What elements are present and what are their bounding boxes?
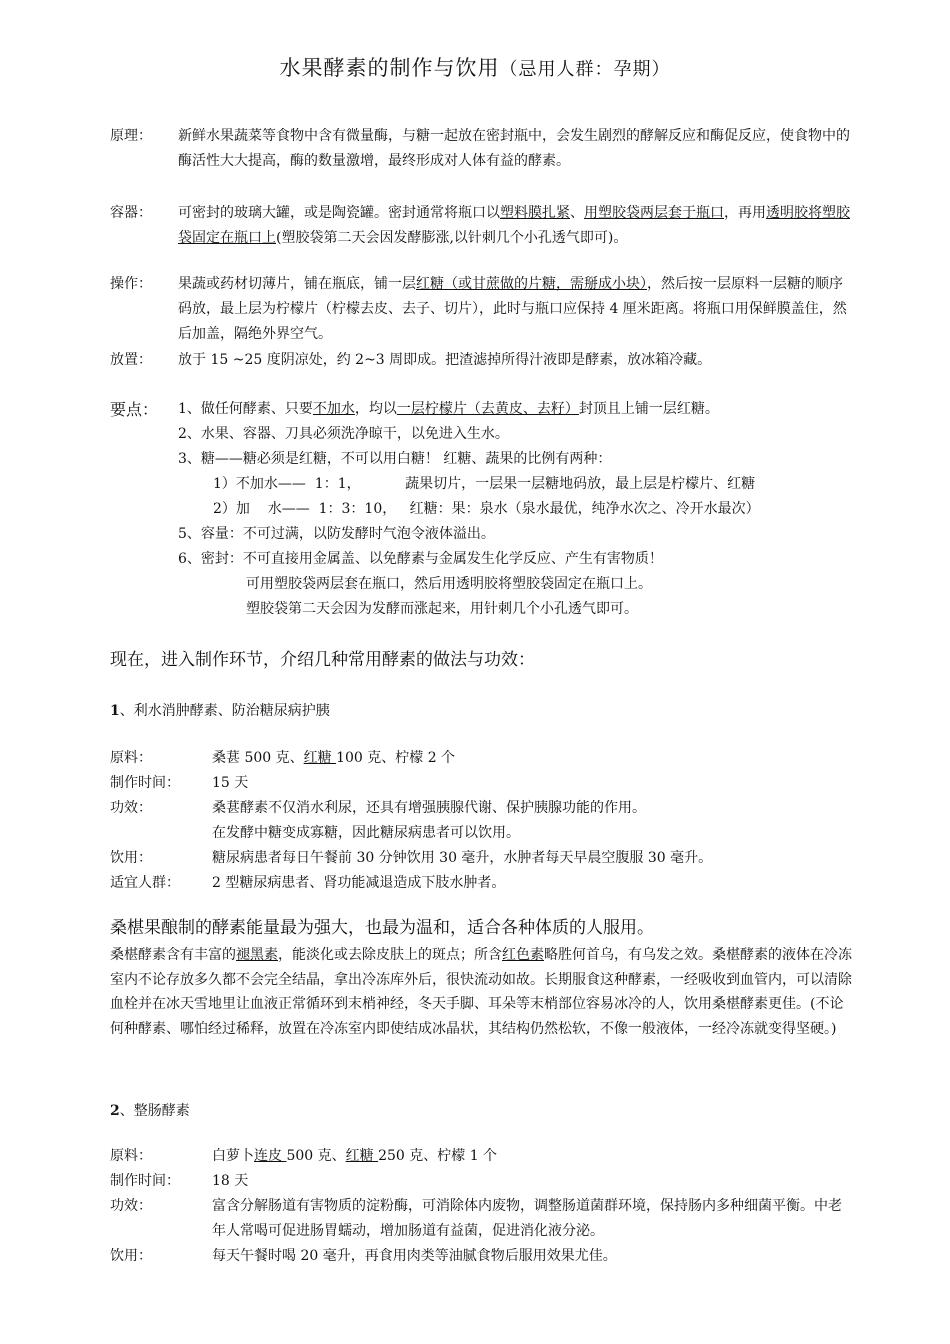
recipe1-heading-text: 、利水消肿酵素、防治糖尿病护胰 xyxy=(119,703,330,719)
intro-text xyxy=(178,201,855,251)
text-run: ，然后按一层原料一层糖的顺序码放，最上层为柠檬片（柠檬去皮、去子、切片），此时与瓶口应保持 4 厘米距离。将瓶口用保鲜膜盖住，然后加盖，隔绝外界空气。 xyxy=(178,276,847,342)
row-label: 功效： xyxy=(110,1198,152,1214)
text-run: 18 天 xyxy=(212,1173,249,1189)
row-label: 功效： xyxy=(110,800,152,816)
row-label: 适宜人群： xyxy=(110,875,180,891)
row-text xyxy=(212,771,855,796)
row-text xyxy=(212,796,855,821)
keypoints-label: 要点： xyxy=(110,400,159,419)
text-run: 富含分解肠道有害物质的淀粉酶，可消除体内废物，调整肠道菌群环境，保持肠内多种细菌平衡。中老年人常喝可促进肠胃蠕动，增加肠道有益菌，促进消化液分泌。 xyxy=(212,1198,842,1239)
row-label: 制作时间： xyxy=(110,775,180,791)
text-run: 略胜何首乌，有乌发之效。桑椹酵素的液体在冷冻室内不论存放多久都不会完全结晶，拿出冷冻库外后，很快流动如故。长期服食这种酵素，一经吸收到血管内，可以清除血栓并在冰天雪地里让血液正常循环到末梢神经，冬天手脚、耳朵等末梢部位容易冰冷的人，饮用桑椹酵素更佳。(不论何种酵素、哪怕经过稀释，放置在冷冻室内即使结成冰晶状，其结构仍然松软，不像一般液体，一经冷冻就变得坚硬。) xyxy=(110,947,852,1037)
text-run: 2、水果、容器、刀具必须洗净晾干，以免进入生水。 xyxy=(178,426,509,442)
underlined-text: 用塑胶袋两层套于瓶口 xyxy=(584,205,724,221)
text-run: ，能淡化或去除皮肤上的斑点；所含 xyxy=(278,947,502,963)
recipe2-heading-text: 、整肠酵素 xyxy=(119,1103,190,1119)
text-run: 2 型糖尿病患者、肾功能减退造成下肢水肿者。 xyxy=(212,875,506,891)
underlined-text: 透明胶将塑胶袋固定在瓶口上 xyxy=(178,205,850,246)
recipe1-highlight: 桑椹果酿制的酵素能量最为强大，也最为温和，适合各种体质的人服用。 xyxy=(110,918,654,938)
text-run: 1）不加水—— 1：1， 蔬果切片，一层果一层糖地码放，最上层是柠檬片、红糖 xyxy=(213,476,756,492)
intro-text xyxy=(178,124,855,174)
text-run: 2）加 水—— 1：3：10， 红糖：果：泉水（泉水最优，纯净水次之、冷开水最次） xyxy=(213,501,760,517)
text-run: 250 克、柠檬 1 个 xyxy=(378,1148,498,1164)
text-run: 3、糖——糖必须是红糖，不可以用白糖！ 红糖、蔬果的比例有两种： xyxy=(178,451,612,467)
text-run: 新鲜水果蔬菜等食物中含有微量酶，与糖一起放在密封瓶中，会发生剧烈的酵解反应和酶促反应，使食物中的酶活性大大提高，酶的数量激增，最终形成对人体有益的酵素。 xyxy=(178,128,850,169)
underlined-text: 一层柠檬片（去黄皮、去籽） xyxy=(396,401,579,417)
keypoint-item xyxy=(178,422,855,447)
row-text xyxy=(212,846,855,871)
recipe2-heading-num: 2 xyxy=(110,1103,120,1119)
underlined-text: 连皮 xyxy=(254,1148,287,1164)
recipe1-paragraph xyxy=(110,943,852,1041)
recipe1-row xyxy=(110,846,855,871)
recipe2-row xyxy=(110,1169,855,1194)
text-run: 1、做任何酵素、只要 xyxy=(178,401,313,417)
row-text xyxy=(212,821,855,846)
keypoint-item xyxy=(178,522,855,547)
text-run: ，再用 xyxy=(724,205,766,221)
recipe2-rows xyxy=(110,1144,855,1269)
row-text xyxy=(212,1169,855,1194)
text-run: 糖尿病患者每日午餐前 30 分钟饮用 30 毫升，水肿者每天早晨空腹服 30 毫升。 xyxy=(212,850,713,866)
text-run: 可密封的玻璃大罐，或是陶瓷罐。密封通常将瓶口以 xyxy=(178,205,500,221)
recipe1-row xyxy=(110,746,855,771)
underlined-text: 塑料膜扎紧 xyxy=(500,205,570,221)
text-run: 果蔬或药材切薄片，铺在瓶底，铺一层 xyxy=(178,276,416,292)
recipe1-heading-num: 1 xyxy=(110,703,120,719)
text-run: 桑椹酵素含有丰富的 xyxy=(110,947,236,963)
keypoint-item xyxy=(178,447,855,472)
underlined-text: 红糖 xyxy=(303,750,337,766)
row-text xyxy=(212,1144,855,1169)
text-run: ，均以 xyxy=(354,401,397,417)
recipe2-row xyxy=(110,1144,855,1169)
text-run: 15 天 xyxy=(212,775,249,791)
recipe1-heading xyxy=(110,700,330,720)
text-run: 在发酵中糖变成寡糖，因此糖尿病患者可以饮用。 xyxy=(212,825,520,841)
recipe2-row xyxy=(110,1194,855,1244)
keypoints xyxy=(110,397,855,622)
text-run: 100 克、柠檬 2 个 xyxy=(336,750,456,766)
row-text xyxy=(212,746,855,771)
underlined-text: 红糖（或甘蔗做的片糖，需掰成小块） xyxy=(416,276,647,292)
keypoints-list xyxy=(178,397,855,622)
text-run: 每天午餐时喝 20 毫升，再食用肉类等油腻食物后服用效果尤佳。 xyxy=(212,1248,617,1264)
row-label: 制作时间： xyxy=(110,1173,180,1189)
text-run: 放于 15 ~25 度阴凉处，约 2~3 周即成。把渣滤掉所得汁液即是酵素，放冰箱冷藏。 xyxy=(178,352,712,368)
title-main: 水果酵素的制作与饮用 xyxy=(279,56,500,80)
row-label: 原料： xyxy=(110,750,152,766)
keypoint-item xyxy=(178,397,855,422)
recipe2-row xyxy=(110,1244,855,1269)
intro-operation xyxy=(110,272,855,347)
recipe1-row xyxy=(110,796,855,821)
recipe1-row xyxy=(110,871,855,896)
text-run: 可用塑胶袋两层套在瓶口，然后用透明胶将塑胶袋固定在瓶口上。 xyxy=(246,576,652,592)
text-run: 5、容量：不可过满，以防发酵时气泡令液体溢出。 xyxy=(178,526,495,542)
row-text xyxy=(212,1194,855,1244)
row-label: 饮用： xyxy=(110,1248,152,1264)
text-run: 塑胶袋第二天会因为发酵而涨起来，用针刺几个小孔透气即可。 xyxy=(246,601,638,617)
keypoint-subitem xyxy=(246,572,855,597)
intro-label: 原理： xyxy=(110,128,152,144)
underlined-text: 不加水 xyxy=(312,401,355,417)
text-run: (塑胶袋第二天会因发酵膨涨,以针刺几个小孔透气即可)。 xyxy=(276,230,628,246)
text-run: 桑葚酵素不仅消水利尿，还具有增强胰腺代谢、保护胰腺功能的作用。 xyxy=(212,800,646,816)
intro-text xyxy=(178,272,855,347)
underlined-text: 红色素 xyxy=(502,947,544,963)
intro-label: 操作： xyxy=(110,276,152,292)
keypoint-subitem xyxy=(213,497,855,522)
text-run: 桑葚 500 克、 xyxy=(212,750,304,766)
intro-text xyxy=(178,348,855,373)
row-text xyxy=(212,871,855,896)
intro-container xyxy=(110,201,855,251)
intro-principle xyxy=(110,124,855,174)
keypoint-subitem xyxy=(213,472,855,497)
text-run: 500 克、 xyxy=(286,1148,346,1164)
recipe1-rows xyxy=(110,746,855,896)
recipe1-row xyxy=(110,821,855,846)
text-run: 封顶且上铺一层红糖。 xyxy=(578,401,719,417)
underlined-text: 褪黑素 xyxy=(236,947,278,963)
text-run: 白萝卜 xyxy=(212,1148,254,1164)
row-label: 饮用： xyxy=(110,850,152,866)
intro-label: 放置： xyxy=(110,352,152,368)
recipe1-row xyxy=(110,771,855,796)
page-title xyxy=(0,52,950,82)
transition-heading: 现在，进入制作环节，介绍几种常用酵素的做法与功效： xyxy=(110,650,535,670)
intro-label: 容器： xyxy=(110,205,152,221)
row-label: 原料： xyxy=(110,1148,152,1164)
title-note: （忌用人群：孕期） xyxy=(499,59,671,80)
keypoint-subitem xyxy=(246,597,855,622)
keypoint-item xyxy=(178,547,855,572)
row-text xyxy=(212,1244,855,1269)
intro-storage xyxy=(110,348,855,373)
underlined-text: 红糖 xyxy=(345,1148,379,1164)
text-run: 、 xyxy=(570,205,584,221)
text-run: 6、密封：不可直接用金属盖、以免酵素与金属发生化学反应、产生有害物质！ xyxy=(178,551,663,567)
recipe2-heading xyxy=(110,1100,190,1120)
